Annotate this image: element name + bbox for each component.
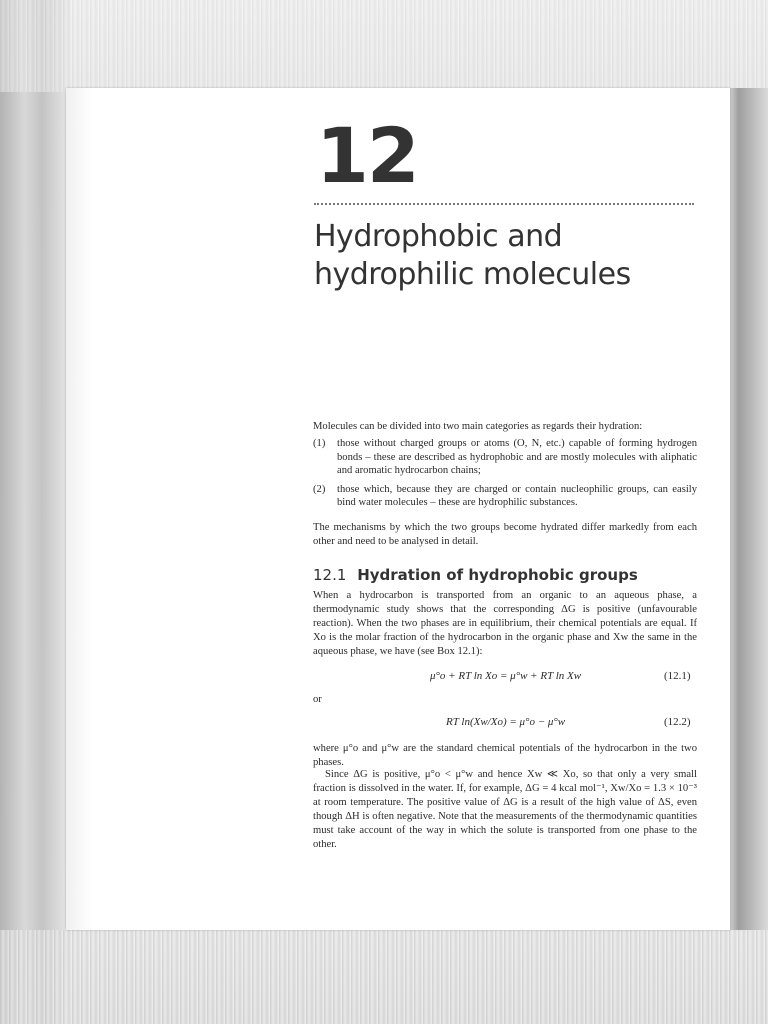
delta-g-paragraph: Since ΔG is positive, μ°o < μ°w and hence Xw ≪ Xo, so that only a very small fraction is dissolved in the water. If, for example, ΔG = 4 kcal mol⁻¹, Xw/Xo = 1.3 × 10⁻³ at room temperature. The positive value of ΔG is a result of the high value of ΔS, even though ΔH is often negative. Note that the measurements of the thermodynamic quantities must take account of the way in which the solute is transported from one phase to the other. bbox=[313, 769, 697, 850]
equation-label-12-2: (12.2) bbox=[664, 716, 691, 728]
section-title: Hydration of hydrophobic groups bbox=[357, 566, 638, 584]
equation-12-1: μ°o + RT ln Xo = μ°w + RT ln Xw bbox=[430, 670, 582, 682]
section-number: 12.1 bbox=[313, 566, 347, 584]
page-gutter bbox=[66, 88, 92, 930]
section-heading bbox=[313, 566, 697, 584]
potentials-paragraph: where μ°o and μ°w are the standard chemical potentials of the hydrocarbon in the two phases. bbox=[313, 743, 697, 768]
chapter-title-line-1: Hydrophobic and bbox=[314, 219, 563, 254]
section-paragraph: When a hydrocarbon is transported from an organic to an aqueous phase, a thermodynamic study shows that the corresponding ΔG is positive (unfavourable reaction). When the two phases are in equilibrium, their chemical potentials are equal. If Xo is the molar fraction of the hydrocarbon in the organic phase and Xw the same in the aqueous phase, we have (see Box 12.1): bbox=[313, 590, 697, 657]
intro-paragraph: Molecules can be divided into two main categories as regards their hydration: bbox=[313, 421, 643, 432]
list-item-text: those which, because they are charged or contain nucleophilic groups, can easily bind water molecules – these are hydrophilic substances. bbox=[337, 483, 697, 508]
scan-background-bottom bbox=[0, 930, 768, 1024]
chapter-number: 12 bbox=[316, 111, 418, 200]
chapter-title-line-2: hydrophilic molecules bbox=[314, 257, 631, 292]
or-connector: or bbox=[313, 694, 322, 705]
list-item bbox=[313, 483, 697, 510]
equation-12-2: RT ln(Xw/Xo) = μ°o − μ°w bbox=[446, 716, 566, 728]
page-edge-shadow bbox=[726, 88, 768, 930]
scan-background-top bbox=[0, 0, 768, 92]
chapter-title bbox=[314, 218, 714, 294]
list-item-number: (2) bbox=[313, 483, 326, 495]
dotted-divider bbox=[314, 203, 694, 205]
list-item-text: those without charged groups or atoms (O, N, etc.) capable of forming hydrogen bonds – these are described as hydrophobic and are mostly molecules with aliphatic and aromatic hydrocarbon chains; bbox=[337, 438, 697, 476]
list-item bbox=[313, 437, 697, 478]
list-item-number: (1) bbox=[313, 438, 326, 449]
book-spine-shadow bbox=[0, 0, 70, 1024]
mechanisms-paragraph: The mechanisms by which the two groups become hydrated differ markedly from each other and need to be analysed in detail. bbox=[313, 522, 697, 547]
equation-label-12-1: (12.1) bbox=[664, 670, 691, 682]
category-list bbox=[313, 437, 697, 515]
